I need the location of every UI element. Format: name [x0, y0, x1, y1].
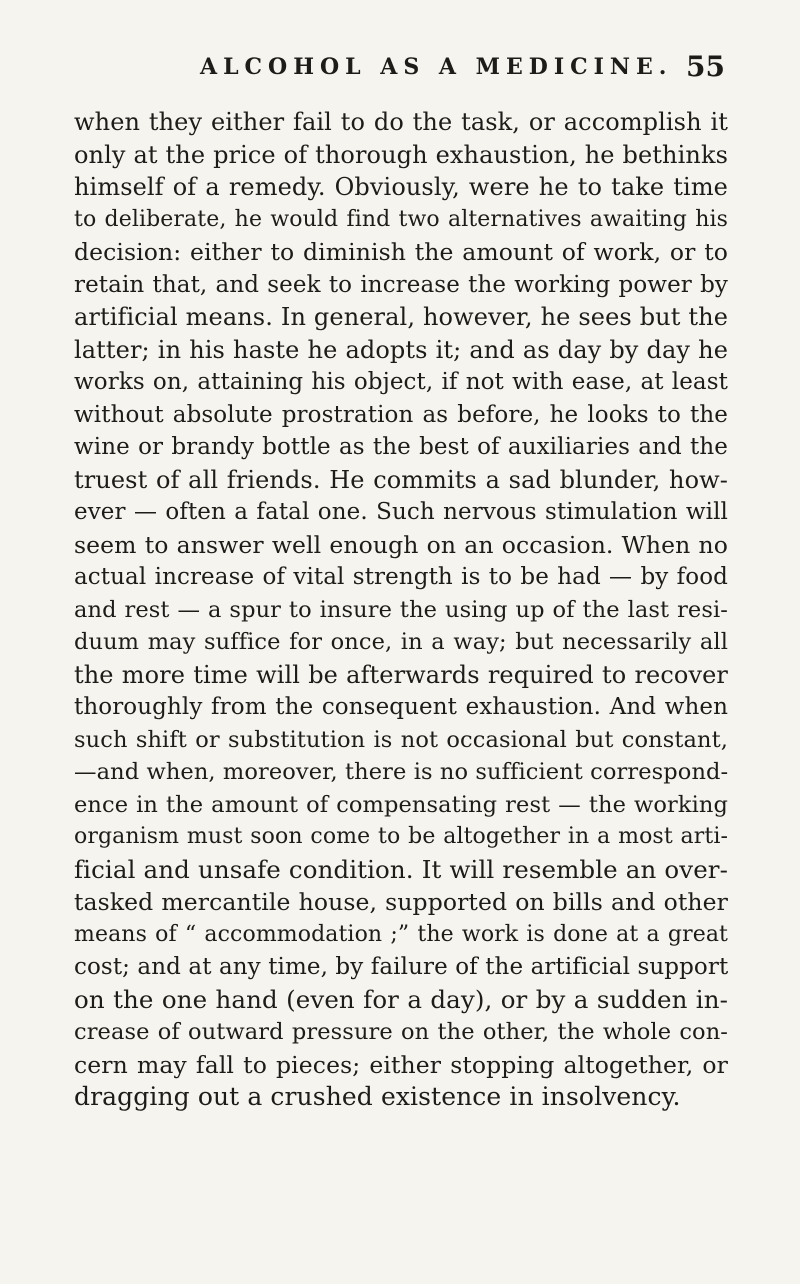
text-line: the more time will be afterwards required to recover [74, 660, 728, 689]
text-line: works on, attaining his object, if not with ease, at least [74, 369, 728, 395]
text-line: latter; in his haste he adopts it; and as day by day he [74, 335, 728, 364]
text-line: wine or brandy bottle as the best of auxiliaries and the [74, 434, 728, 460]
text-line: seem to answer well enough on an occasion. When no [74, 530, 728, 559]
text-line: such shift or substitution is not occasional but constant, [74, 726, 728, 753]
text-line: ficial and unsafe condition. It will resemble an over- [74, 854, 728, 884]
text-line: and rest — a spur to insure the using up of the last resi- [74, 596, 728, 623]
text-line: retain that, and seek to increase the working power by [74, 271, 728, 298]
text-line: duum may suffice for once, in a way; but necessarily all [74, 629, 728, 655]
text-line: when they either fail to do the task, or accomplish it [74, 108, 728, 136]
running-title: ALCOHOL AS A MEDICINE. [200, 54, 673, 80]
text-line: cern may fall to pieces; either stopping altogether, or [74, 1050, 728, 1079]
text-line: truest of all friends. He commits a sad blunder, how- [74, 465, 728, 494]
page-number: 55 [686, 50, 725, 83]
text-line: without absolute prostration as before, he looks to the [74, 401, 728, 428]
text-line: means of “ accommodation ;” the work is done at a great [74, 921, 728, 947]
text-line: organism must soon come to be altogether in a most arti- [74, 824, 728, 849]
text-line: thoroughly from the consequent exhaustion. And when [74, 694, 728, 720]
text-line: crease of outward pressure on the other, the whole con- [74, 1019, 728, 1045]
text-line: actual increase of vital strength is to be had — by food [74, 564, 728, 590]
text-line: artificial means. In general, however, he sees but the [74, 303, 728, 331]
text-line: decision: either to diminish the amount of work, or to [74, 238, 728, 266]
text-line: ever — often a fatal one. Such nervous stimulation will [74, 499, 728, 525]
text-line: on the one hand (even for a day), or by a sudden in- [74, 984, 728, 1014]
text-line: —and when, moreover, there is no sufficient correspond- [74, 759, 729, 785]
running-head [0, 50, 800, 90]
text-line: ence in the amount of compensating rest — the working [74, 791, 728, 818]
text-line: dragging out a crushed existence in insolvency. [74, 1082, 681, 1111]
text-line: to deliberate, he would find two alternatives awaiting his [74, 206, 728, 232]
text-line: himself of a remedy. Obviously, were he to take time [74, 173, 728, 201]
text-line: cost; and at any time, by failure of the artificial support [74, 954, 729, 980]
body-text [74, 106, 728, 1114]
text-line: only at the price of thorough exhaustion, he bethinks [74, 140, 728, 169]
text-line: tasked mercantile house, supported on bills and other [74, 888, 728, 916]
